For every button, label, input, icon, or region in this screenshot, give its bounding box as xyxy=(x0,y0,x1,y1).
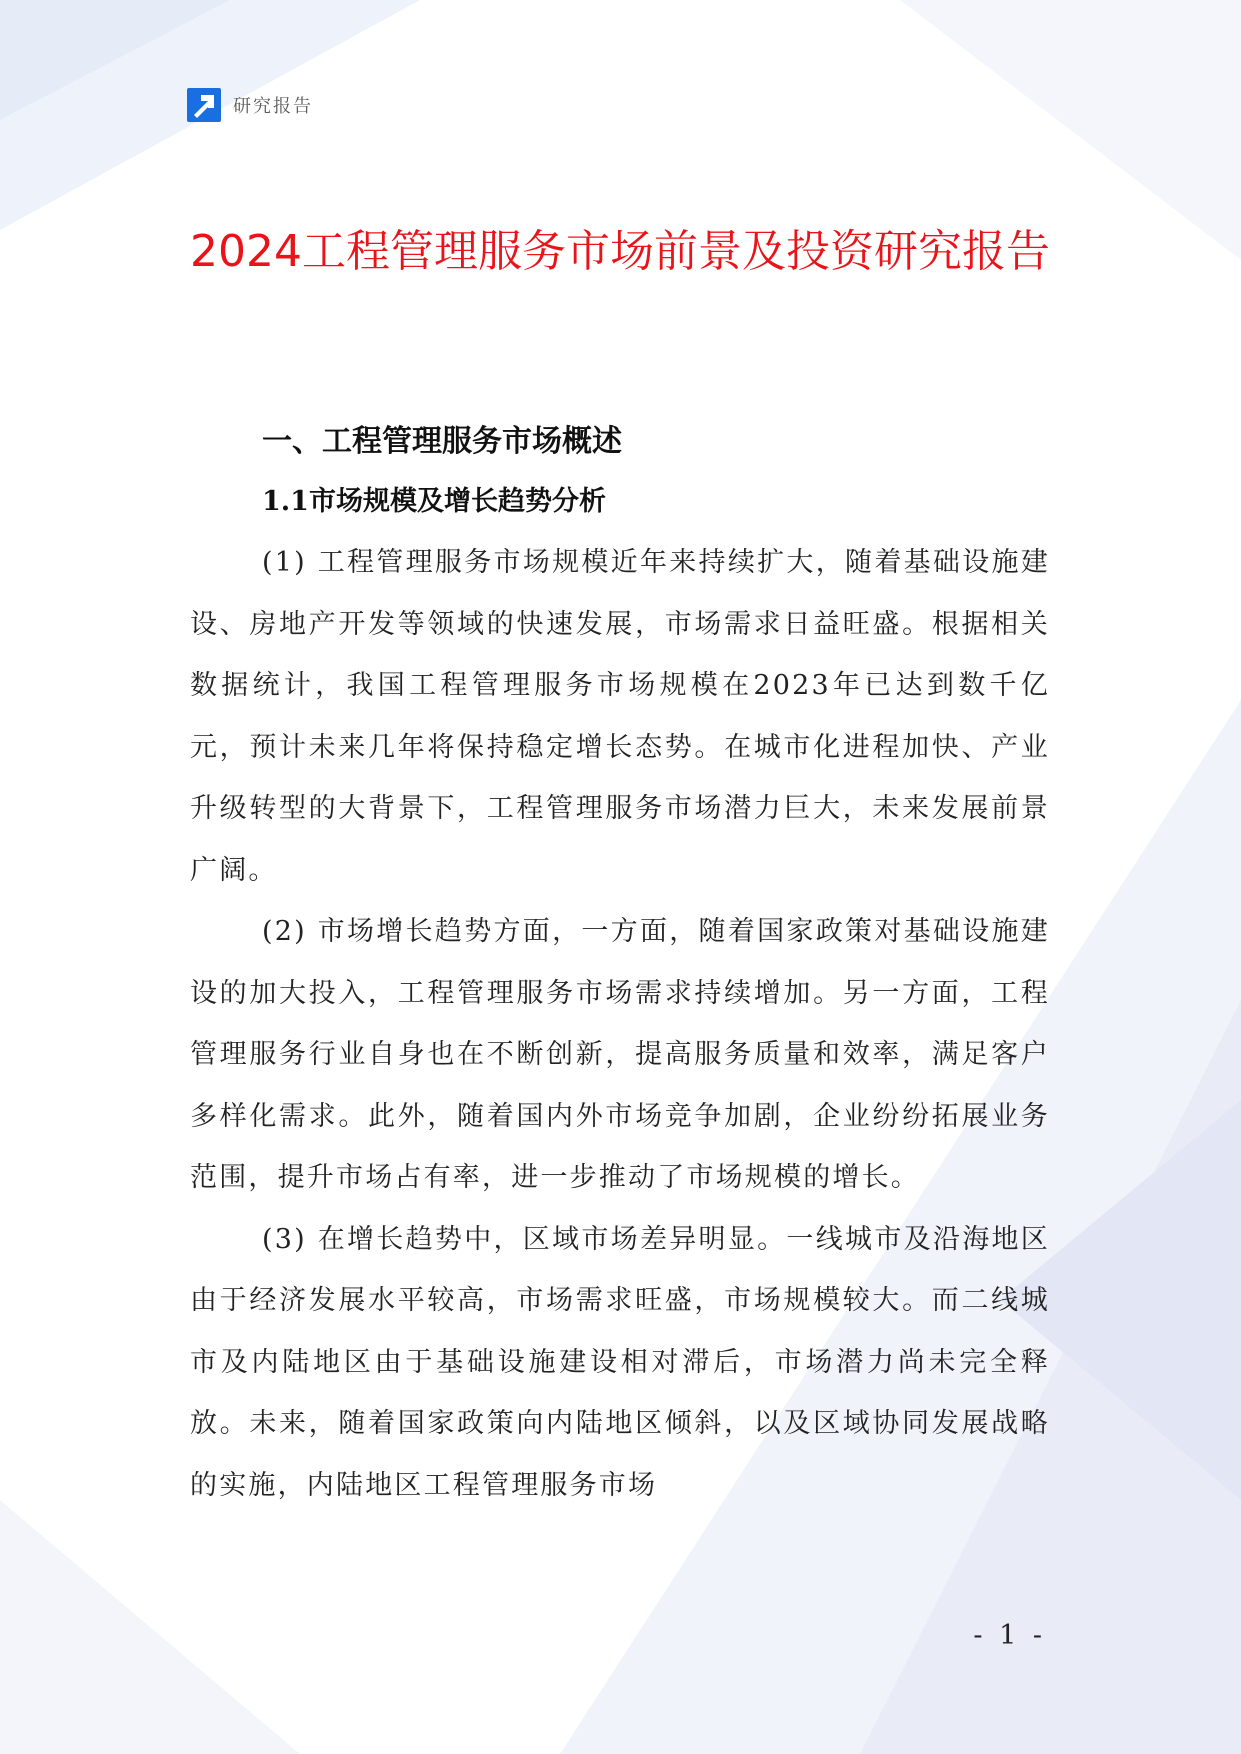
page-number: - 1 - xyxy=(973,1620,1046,1651)
header xyxy=(187,88,313,122)
arrow-logo-icon xyxy=(187,88,221,122)
header-label: 研究报告 xyxy=(233,96,313,117)
section-heading: 一、工程管理服务市场概述 xyxy=(262,424,622,459)
document-body xyxy=(190,412,1050,1516)
document-title: 2024工程管理服务市场前景及投资研究报告 xyxy=(190,226,1050,277)
paragraph-3: (3) 在增长趋势中，区域市场差异明显。一线城市及沿海地区由于经济发展水平较高，市场需求旺盛，市场规模较大。而二线城市及内陆地区由于基础设施建设相对滞后，市场潜力尚未完全释放。未来，随着国家政策向内陆地区倾斜，以及区域协同发展战略的实施，内陆地区工程管理服务市场 xyxy=(190,1223,1050,1501)
paragraph-2: (2) 市场增长趋势方面，一方面，随着国家政策对基础设施建设的加大投入，工程管理服务市场需求持续增加。另一方面，工程管理服务行业自身也在不断创新，提高服务质量和效率，满足客户多样化需求。此外，随着国内外市场竞争加剧，企业纷纷拓展业务范围，提升市场占有率，进一步推动了市场规模的增长。 xyxy=(190,916,1050,1193)
sub-heading: 1.1市场规模及增长趋势分析 xyxy=(262,486,606,517)
paragraph-1: (1) 工程管理服务市场规模近年来持续扩大，随着基础设施建设、房地产开发等领域的快速发展，市场需求日益旺盛。根据相关数据统计，我国工程管理服务市场规模在2023年已达到数千亿元，预计未来几年将保持稳定增长态势。在城市化进程加快、产业升级转型的大背景下，工程管理服务市场潜力巨大，未来发展前景广阔。 xyxy=(190,547,1050,886)
